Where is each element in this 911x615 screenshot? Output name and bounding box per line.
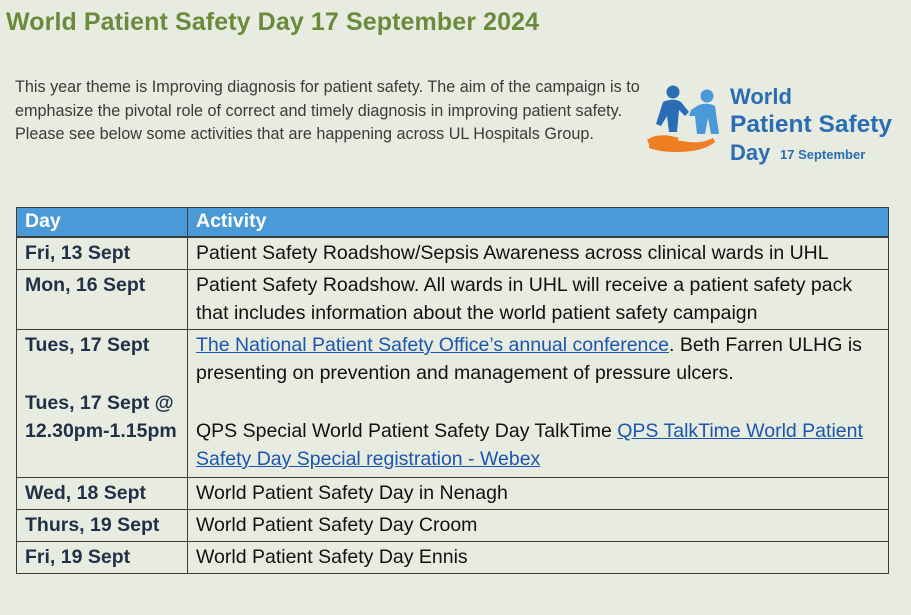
row-activity: Patient Safety Roadshow. All wards in UHL will receive a patient safety pack that includes information about the world patient safety campaign <box>188 270 889 330</box>
row-day: Tues, 17 Sept <box>25 334 150 356</box>
spacer <box>25 445 180 475</box>
row-activity-talktime <box>196 417 881 473</box>
row-activity: World Patient Safety Day in Nenagh <box>188 478 889 510</box>
table-row <box>17 330 889 478</box>
conference-text: . Beth Farren ULHG is presenting on prevention and management of pressure ulcers. <box>196 334 862 384</box>
row-day: Wed, 18 Sept <box>17 478 188 510</box>
logo-text-day: Day <box>730 140 771 165</box>
table-row <box>17 478 889 510</box>
row-activity: World Patient Safety Day Croom <box>188 510 889 542</box>
row-day: Mon, 16 Sept <box>17 270 188 330</box>
page-title: World Patient Safety Day 17 September 2024 <box>6 8 540 36</box>
table-row <box>17 510 889 542</box>
table-row <box>17 542 889 574</box>
row-day-combined <box>17 330 188 478</box>
spacer <box>196 387 881 417</box>
logo-text-world: World <box>730 84 792 109</box>
talktime-text: QPS Special World Patient Safety Day TalkTime <box>196 420 618 442</box>
logo-text-date: 17 September <box>780 147 866 162</box>
wpsd-logo <box>645 80 910 170</box>
column-header-activity: Activity <box>188 208 889 238</box>
conference-link[interactable]: The National Patient Safety Office’s annual conference <box>196 334 669 356</box>
row-activity-combined <box>188 330 889 478</box>
row-activity-conference <box>196 331 881 387</box>
column-header-day: Day <box>17 208 188 238</box>
row-day: Thurs, 19 Sept <box>17 510 188 542</box>
table-header-row <box>17 208 889 238</box>
row-activity: World Patient Safety Day Ennis <box>188 542 889 574</box>
table-row <box>17 237 889 270</box>
activities-table <box>16 207 889 574</box>
webex-registration-link[interactable]: QPS TalkTime World Patient Safety Day Special registration - Webex <box>196 420 863 470</box>
row-activity: Patient Safety Roadshow/Sepsis Awareness across clinical wards in UHL <box>188 237 889 270</box>
spacer <box>25 359 180 389</box>
logo-text-patient-safety: Patient Safety <box>730 111 893 138</box>
row-day: Fri, 19 Sept <box>17 542 188 574</box>
table-row <box>17 270 889 330</box>
row-day-second: Tues, 17 Sept @ 12.30pm-1.15pm <box>25 392 177 442</box>
row-day: Fri, 13 Sept <box>17 237 188 270</box>
intro-paragraph: This year theme is Improving diagnosis for patient safety. The aim of the campaign is to emphasize the pivotal role of correct and timely diagnosis in improving patient safety. Please see below some activities that are happening across UL Hospitals Group. <box>15 78 640 143</box>
people-hands-icon <box>645 82 725 162</box>
